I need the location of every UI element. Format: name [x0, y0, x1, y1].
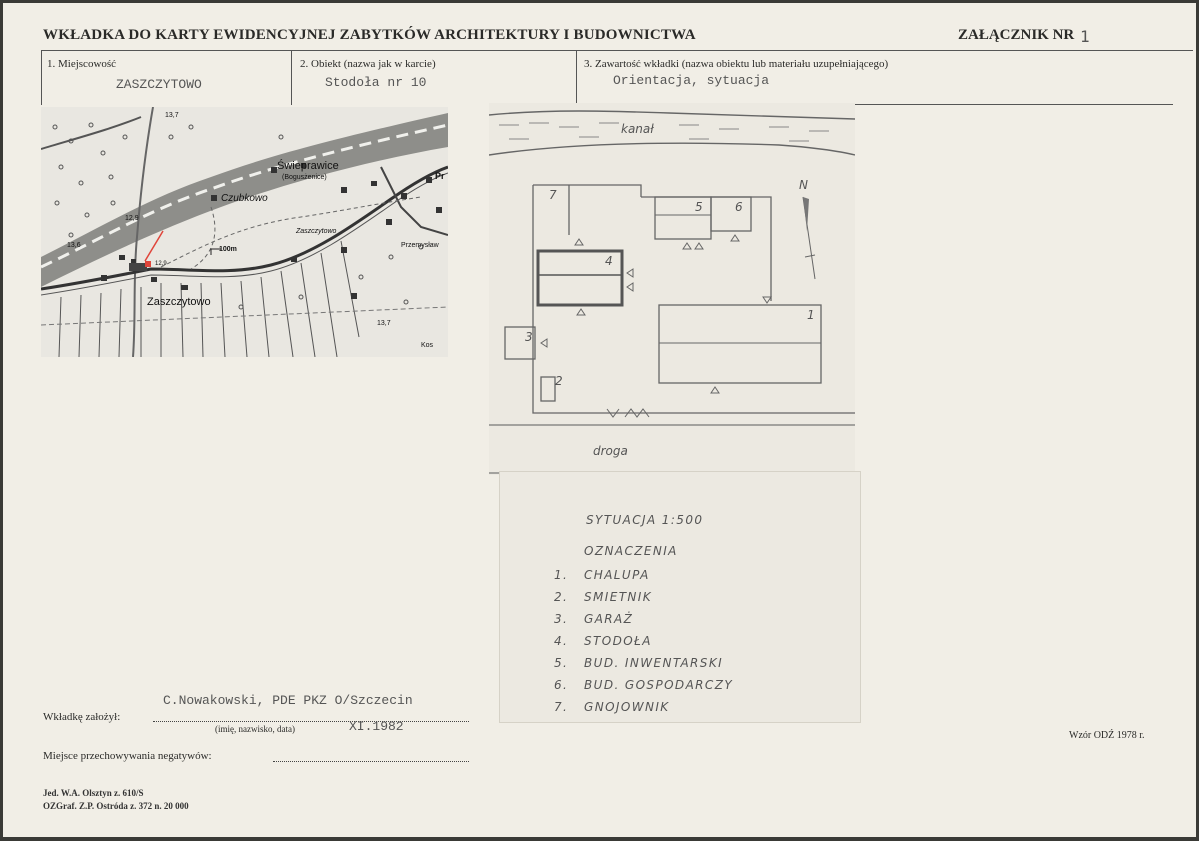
map-label-zaszczytowo-small: Zaszczytowo: [296, 228, 337, 235]
legend-item: 1. CHALUPA: [554, 568, 650, 582]
founder-value: C.Nowakowski, PDE PKZ O/Szczecin: [163, 693, 413, 708]
founder-line: [153, 720, 469, 722]
map-label-boguszenice: (Bogusżenice): [282, 174, 327, 181]
map-height-1: 13,7: [165, 112, 179, 119]
field-divider-1: [291, 50, 292, 105]
topographic-map: [41, 107, 448, 357]
legend-title: SYTUACJA 1:500: [586, 513, 704, 527]
orientation-map-photo: [41, 107, 448, 357]
map-height-4: 12,9: [155, 261, 167, 267]
plan-number-2: 2: [555, 374, 563, 388]
building-2: [541, 377, 555, 401]
field-divider-left: [41, 50, 42, 105]
plan-number-5: 5: [695, 200, 703, 214]
annex-label: ZAŁĄCZNIK NR: [958, 27, 1075, 43]
print-info-2: OZGraf. Z.P. Ostróda z. 372 n. 20 000: [43, 801, 189, 811]
storage-line: [273, 760, 469, 762]
founder-hint: (imię, nazwisko, data): [215, 724, 295, 734]
legend-item: 7. GNOJOWNIK: [554, 700, 670, 714]
plan-number-3: 3: [525, 330, 533, 344]
plan-number-6: 6: [735, 200, 743, 214]
map-height-2: 12,9: [125, 215, 139, 222]
content-value: Orientacja, sytuacja: [613, 73, 770, 88]
map-label-czubkowo: Czubkowo: [221, 193, 268, 204]
content-label: 3. Zawartość wkładki (nazwa obiektu lub materiału uzupełniającego): [584, 58, 889, 70]
sheet-title: WKŁADKA DO KARTY EWIDENCYJNEJ ZABYTKÓW ARCHITEKTURY I BUDOWNICTWA: [43, 27, 696, 43]
building-1: [659, 305, 821, 383]
legend-panel: [499, 471, 861, 723]
map-label-przemyslaw: Przemysław: [401, 242, 439, 249]
map-label-pr: Pr: [435, 171, 445, 181]
legend-item: 3. GARAŻ: [554, 612, 634, 626]
print-info-1: Jed. W.A. Olsztyn z. 610/S: [43, 788, 144, 798]
plan-number-7: 7: [549, 188, 557, 202]
map-label-kos: Kos: [421, 342, 434, 349]
founder-label: Wkładkę założył:: [43, 711, 121, 723]
legend-heading: OZNACZENIA: [584, 544, 678, 558]
map-height-3: 13,6: [67, 242, 81, 249]
site-plan-drawing: [489, 103, 855, 475]
map-label-swieprawice: Świeprawice: [277, 160, 339, 172]
date-value: XI.1982: [349, 719, 404, 734]
annex-number: 1: [1080, 27, 1090, 46]
legend-list: [554, 566, 733, 720]
site-plan: [489, 103, 855, 475]
object-value: Stodoła nr 10: [325, 75, 427, 90]
building-6: [711, 197, 751, 231]
legend-item: 2. SMIETNIK: [554, 590, 653, 604]
north-label: N: [799, 178, 808, 192]
form-model: Wzór ODŹ 1978 r.: [1069, 730, 1145, 741]
record-sheet: [3, 3, 1196, 837]
storage-label: Miejsce przechowywania negatywów:: [43, 750, 212, 762]
map-height-5: 13,7: [377, 320, 391, 327]
fields-bottom-rule: [853, 104, 1173, 105]
road-label: droga: [593, 444, 628, 458]
legend-item: 4. STODOŁA: [554, 634, 652, 648]
plan-number-1: 1: [807, 308, 815, 322]
legend-item: 6. BUD. GOSPODARCZY: [554, 678, 734, 692]
header-rule: [41, 50, 1193, 51]
locality-label: 1. Miejscowość: [47, 58, 117, 70]
object-label: 2. Obiekt (nazwa jak w karcie): [300, 58, 436, 70]
field-divider-2: [576, 50, 577, 105]
map-label-scale: 100m: [219, 246, 237, 253]
canal-label: kanał: [621, 122, 654, 136]
legend-item: 5. BUD. INWENTARSKI: [554, 656, 724, 670]
locality-value: ZASZCZYTOWO: [116, 77, 202, 92]
map-label-zaszczytowo: Zaszczytowo: [147, 296, 211, 308]
plan-number-4: 4: [605, 254, 613, 268]
